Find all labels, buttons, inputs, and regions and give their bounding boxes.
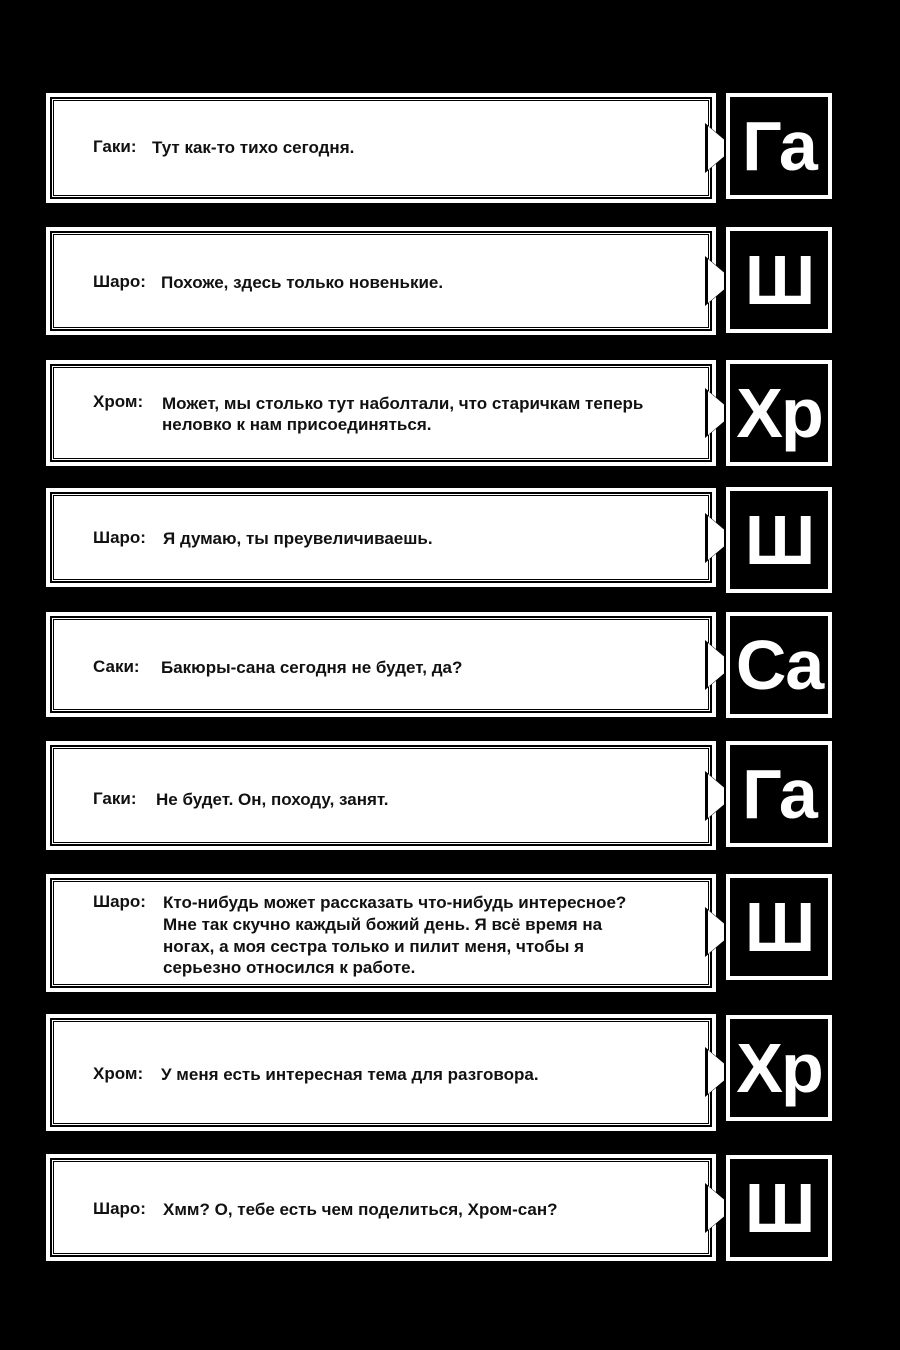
avatar-initials: Ш bbox=[733, 234, 825, 326]
speaker-name: Шаро: bbox=[93, 528, 146, 547]
avatar-initials: Га bbox=[733, 748, 825, 840]
speaker-name: Шаро: bbox=[93, 272, 146, 291]
dialogue-line: У меня есть интересная тема для разговора. bbox=[161, 1065, 539, 1084]
dialogue-line: Тут как-то тихо сегодня. bbox=[152, 138, 355, 157]
speaker-name: Хром: bbox=[93, 1064, 144, 1083]
speaker-avatar bbox=[726, 487, 832, 593]
speaker-name: Хром: bbox=[93, 392, 144, 411]
speech-bubble bbox=[46, 93, 716, 203]
speaker-avatar bbox=[726, 227, 832, 333]
speaker-avatar bbox=[726, 612, 832, 718]
avatar-initials: Са bbox=[733, 619, 825, 711]
dialogue-line: неловко к нам присоединяться. bbox=[162, 415, 432, 434]
dialogue-line: Может, мы столько тут наболтали, что старичкам теперь bbox=[162, 394, 644, 413]
dialogue-line: Кто-нибудь может рассказать что-нибудь интересное? bbox=[163, 893, 627, 912]
speaker-name: Саки: bbox=[93, 657, 140, 676]
avatar-initials: Ш bbox=[733, 1162, 825, 1254]
speaker-avatar bbox=[726, 874, 832, 980]
dialogue-line: серьезно относился к работе. bbox=[163, 958, 416, 977]
dialogue-line: Похоже, здесь только новенькие. bbox=[161, 273, 444, 292]
speaker-avatar bbox=[726, 360, 832, 466]
dialogue-line: Я думаю, ты преувеличиваешь. bbox=[163, 529, 433, 548]
dialogue-line: ногах, а моя сестра только и пилит меня, чтобы я bbox=[163, 937, 585, 956]
avatar-initials: Ш bbox=[733, 494, 825, 586]
dialogue-line: Бакюры-сана сегодня не будет, да? bbox=[161, 658, 463, 677]
speaker-avatar bbox=[726, 1015, 832, 1121]
speaker-avatar bbox=[726, 93, 832, 199]
speaker-name: Шаро: bbox=[93, 892, 146, 911]
speaker-avatar bbox=[726, 741, 832, 847]
speaker-avatar bbox=[726, 1155, 832, 1261]
dialogue-line: Не будет. Он, походу, занят. bbox=[156, 790, 389, 809]
dialogue-line: Мне так скучно каждый божий день. Я всё время на bbox=[163, 915, 603, 934]
speaker-name: Гаки: bbox=[93, 137, 137, 156]
avatar-initials: Га bbox=[733, 100, 825, 192]
avatar-initials: Ш bbox=[733, 881, 825, 973]
avatar-initials: Хр bbox=[733, 367, 825, 459]
dialogue-line: Хмм? О, тебе есть чем поделиться, Хром-сан? bbox=[163, 1200, 558, 1219]
speaker-name: Гаки: bbox=[93, 789, 137, 808]
speaker-name: Шаро: bbox=[93, 1199, 146, 1218]
avatar-initials: Хр bbox=[733, 1022, 825, 1114]
